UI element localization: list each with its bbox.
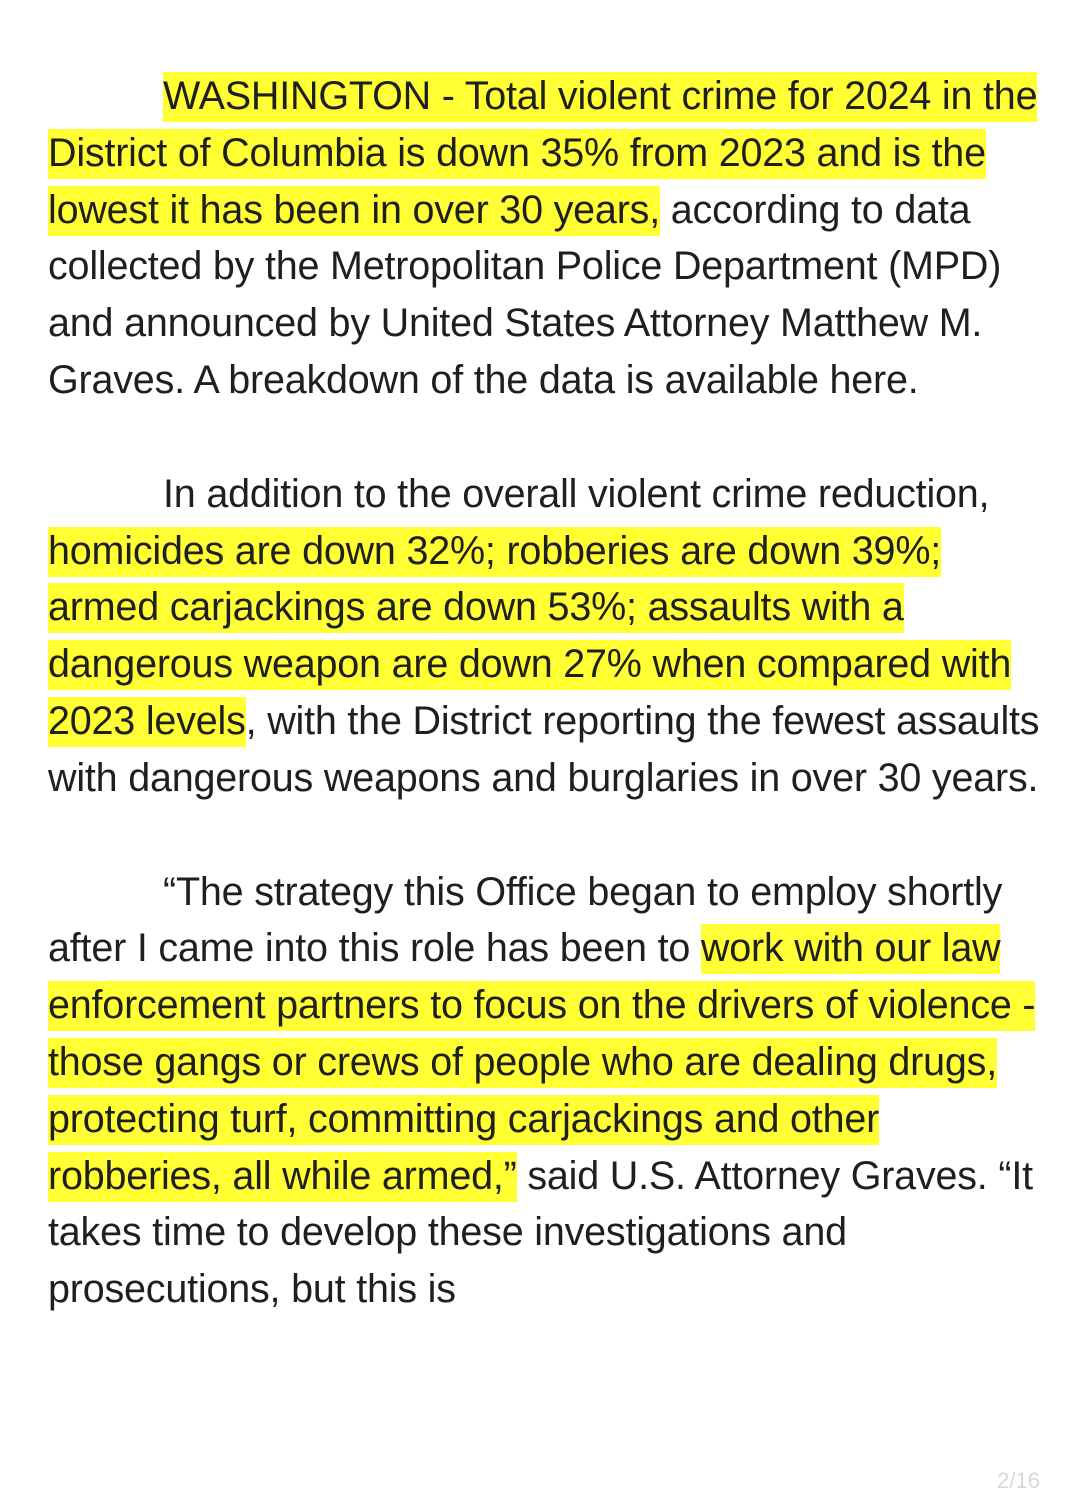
document-body	[48, 68, 1058, 1318]
highlighted-text: homicides are down 32%; robberies are down 39%; armed carjackings are down 53%; assaults with a dangerous weapon are down 27% when compared with 2023 levels	[48, 527, 1011, 747]
body-text: In addition to the overall violent crime reduction,	[163, 471, 990, 516]
body-text: said U.S. Attorney Graves. “It takes time to develop these investigations and prosecutions, but this is	[48, 1153, 1033, 1312]
body-text: “The strategy this Office began to employ shortly after I came into this role has been to	[48, 869, 1003, 971]
highlighted-text: WASHINGTON - Total violent crime for 2024 in the District of Columbia is down 35% from 2023 and is the lowest it has been in over 30 years,	[48, 72, 1037, 236]
page-number: 2/16	[997, 1468, 1040, 1493]
paragraph-2	[48, 466, 1058, 807]
highlighted-text: work with our law enforcement partners to focus on the drivers of violence - those gangs or crews of people who are dealing drugs, protecting turf, committing carjackings and other robberies, all while armed,”	[48, 924, 1035, 1201]
paragraph-3	[48, 864, 1058, 1318]
body-text: according to data collected by the Metropolitan Police Department (MPD) and announced by United States Attorney Matthew M. Graves. A breakdown of the data is available here.	[48, 187, 1002, 402]
paragraph-1	[48, 68, 1058, 409]
body-text: , with the District reporting the fewest assaults with dangerous weapons and burglaries in over 30 years.	[48, 698, 1040, 800]
